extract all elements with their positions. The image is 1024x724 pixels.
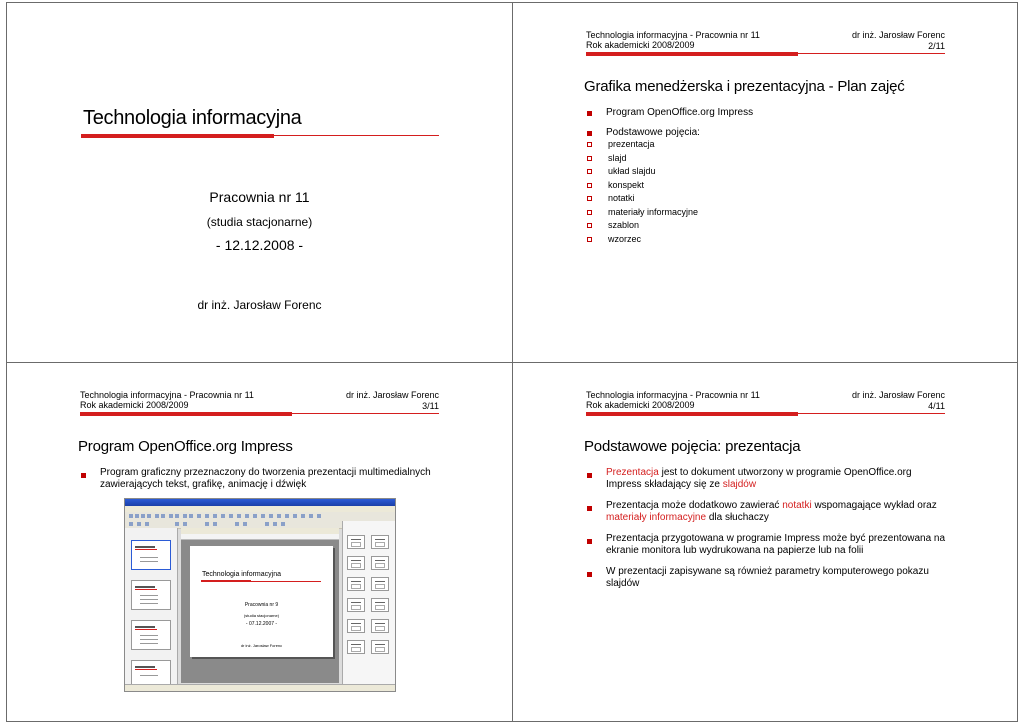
canvas-studies: (studia stacjonarne) bbox=[243, 613, 280, 618]
slide-thumbnail bbox=[131, 620, 171, 650]
bullet-square-icon bbox=[587, 572, 592, 577]
window-titlebar bbox=[125, 499, 395, 506]
header-bar bbox=[80, 412, 292, 416]
header-bar-thin bbox=[798, 413, 945, 414]
hollow-square-icon bbox=[587, 142, 592, 147]
bullet-list bbox=[587, 467, 947, 599]
header-year: Rok akademicki 2008/2009 bbox=[80, 400, 189, 410]
status-bar bbox=[125, 684, 395, 691]
hollow-square-icon bbox=[587, 183, 592, 188]
layouts-pane bbox=[342, 521, 396, 689]
slide-title: Program OpenOffice.org Impress bbox=[78, 438, 293, 455]
slide-2 bbox=[512, 2, 1018, 363]
header-year: Rok akademicki 2008/2009 bbox=[586, 400, 695, 410]
hollow-square-icon bbox=[587, 169, 592, 174]
bullet-square-icon bbox=[587, 473, 592, 478]
bullet-list bbox=[81, 467, 470, 491]
list-item: Prezentacja jest to dokument utworzony w programie OpenOffice.org Impress składający się ze slajdów bbox=[587, 467, 947, 491]
canvas-title: Technologia informacyjna bbox=[202, 571, 281, 578]
canvas-date: - 07.12.2007 - bbox=[245, 621, 278, 627]
author: dr inż. Jarosław Forenc bbox=[197, 298, 322, 312]
bullet-square-icon bbox=[81, 473, 86, 478]
list-item: Prezentacja może dodatkowo zawierać notatki wspomagające wykład oraz materiały informacyjne dla słuchaczy bbox=[587, 500, 947, 524]
header-bar-thin bbox=[292, 413, 439, 414]
header-bar-thin bbox=[798, 53, 945, 54]
header-bar bbox=[586, 412, 798, 416]
hollow-square-icon bbox=[587, 223, 592, 228]
list-item: Prezentacja przygotowana w programie Impress może być prezentowana na ekranie monitora lub wydrukowana na papierze lub na folii bbox=[587, 533, 947, 557]
list-item: układ slajdu bbox=[587, 166, 698, 180]
header-author: dr inż. Jarosław Forenc bbox=[851, 30, 945, 40]
page-number: 3/11 bbox=[422, 401, 439, 411]
list-item: szablon bbox=[587, 220, 698, 234]
lab-date: - 12.12.2008 - bbox=[215, 237, 304, 253]
hollow-square-icon bbox=[587, 210, 592, 215]
hollow-square-icon bbox=[587, 237, 592, 242]
header-bar bbox=[586, 52, 798, 56]
slide-thumbnail bbox=[131, 540, 171, 570]
sub-list bbox=[587, 139, 698, 247]
header-year: Rok akademicki 2008/2009 bbox=[586, 40, 695, 50]
page-number: 2/11 bbox=[928, 41, 945, 51]
page-number: 4/11 bbox=[928, 401, 945, 411]
list-item: notatki bbox=[587, 193, 698, 207]
header-course: Technologia informacyjna - Pracownia nr 11 bbox=[80, 390, 254, 400]
slide-title: Grafika menedżerska i prezentacyjna - Plan zajęć bbox=[584, 78, 905, 95]
ruler bbox=[181, 534, 339, 540]
header-course: Technologia informacyjna - Pracownia nr 11 bbox=[586, 390, 760, 400]
header-course: Technologia informacyjna - Pracownia nr 11 bbox=[586, 30, 760, 40]
slide-4 bbox=[512, 362, 1018, 722]
list-item: Program OpenOffice.org Impress bbox=[587, 107, 753, 127]
studies-type: (studia stacjonarne) bbox=[206, 215, 313, 229]
list-item: Podstawowe pojęcia: bbox=[587, 127, 753, 147]
slide-3 bbox=[6, 362, 513, 722]
hollow-square-icon bbox=[587, 196, 592, 201]
bullet-square-icon bbox=[587, 131, 592, 136]
list-item: W prezentacji zapisywane są również parametry komputerowego pokazu slajdów bbox=[587, 566, 947, 590]
bullet-square-icon bbox=[587, 111, 592, 116]
bullet-square-icon bbox=[587, 539, 592, 544]
list-item: materiały informacyjne bbox=[587, 207, 698, 221]
list-item: prezentacja bbox=[587, 139, 698, 153]
canvas-lab: Pracownia nr 9 bbox=[244, 602, 279, 608]
list-item: Program graficzny przeznaczony do tworzenia prezentacji multimedialnych zawierających tekst, grafikę, animację i dźwięk bbox=[81, 467, 470, 491]
slide-canvas bbox=[190, 546, 333, 657]
list-item: slajd bbox=[587, 153, 698, 167]
title-underline bbox=[81, 134, 274, 138]
canvas-author: dr inż. Jarosław Forenc bbox=[240, 643, 283, 648]
lab-number: Pracownia nr 11 bbox=[209, 189, 310, 205]
slides-pane bbox=[125, 528, 178, 688]
slide-1 bbox=[6, 2, 513, 363]
bullet-square-icon bbox=[587, 506, 592, 511]
impress-screenshot bbox=[124, 498, 396, 692]
header-author: dr inż. Jarosław Forenc bbox=[345, 390, 439, 400]
slide-thumbnail bbox=[131, 580, 171, 610]
hollow-square-icon bbox=[587, 156, 592, 161]
list-item: konspekt bbox=[587, 180, 698, 194]
header-author: dr inż. Jarosław Forenc bbox=[851, 390, 945, 400]
slide-title: Podstawowe pojęcia: prezentacja bbox=[584, 438, 801, 455]
title-underline-thin bbox=[274, 135, 439, 136]
slide-title: Technologia informacyjna bbox=[83, 107, 302, 129]
list-item: wzorzec bbox=[587, 234, 698, 248]
